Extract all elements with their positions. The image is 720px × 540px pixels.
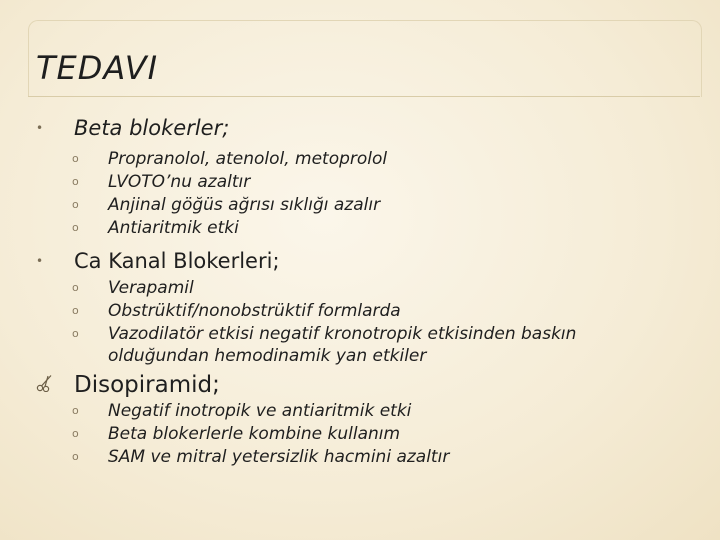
sub-bullet: o: [72, 304, 79, 317]
bullet-dot: •: [36, 121, 44, 135]
list-item-text: Antiaritmik etki: [108, 218, 239, 238]
list-item-text: LVOTO’nu azaltır: [108, 172, 251, 192]
slide-title: TEDAVI: [36, 49, 159, 87]
list-item-text: Verapamil: [108, 278, 194, 298]
sub-bullet: o: [72, 404, 79, 417]
sub-bullet: o: [72, 281, 79, 294]
sub-bullet: o: [72, 175, 79, 188]
list-item-text: Obstrüktif/nonobstrüktif formlarda: [108, 301, 401, 321]
list-item-text: Negatif inotropik ve antiaritmik etki: [108, 401, 412, 421]
sub-bullet: o: [72, 327, 79, 340]
section-heading: Ca Kanal Blokerleri;: [74, 249, 280, 273]
scissors-icon: [36, 374, 54, 392]
list-item-text: Propranolol, atenolol, metoprolol: [108, 149, 388, 169]
sub-bullet: o: [72, 450, 79, 463]
list-item-text: Vazodilatör etkisi negatif kronotropik etkisinden baskın olduğundan hemodinamik yan etkiler: [108, 324, 577, 366]
title-divider: [28, 96, 700, 97]
list-item-text: Anjinal göğüs ağrısı sıklığı azalır: [108, 195, 381, 215]
list-item-text: Beta blokerlerle kombine kullanım: [108, 424, 401, 444]
section-heading: Disopiramid;: [74, 372, 220, 398]
sub-bullet: o: [72, 427, 79, 440]
section-heading: Beta blokerler;: [74, 116, 230, 140]
bullet-dot: •: [36, 254, 44, 268]
sub-bullet: o: [72, 221, 79, 234]
sub-bullet: o: [72, 198, 79, 211]
list-item-text: SAM ve mitral yetersizlik hacmini azaltır: [108, 447, 450, 467]
sub-bullet: o: [72, 152, 79, 165]
